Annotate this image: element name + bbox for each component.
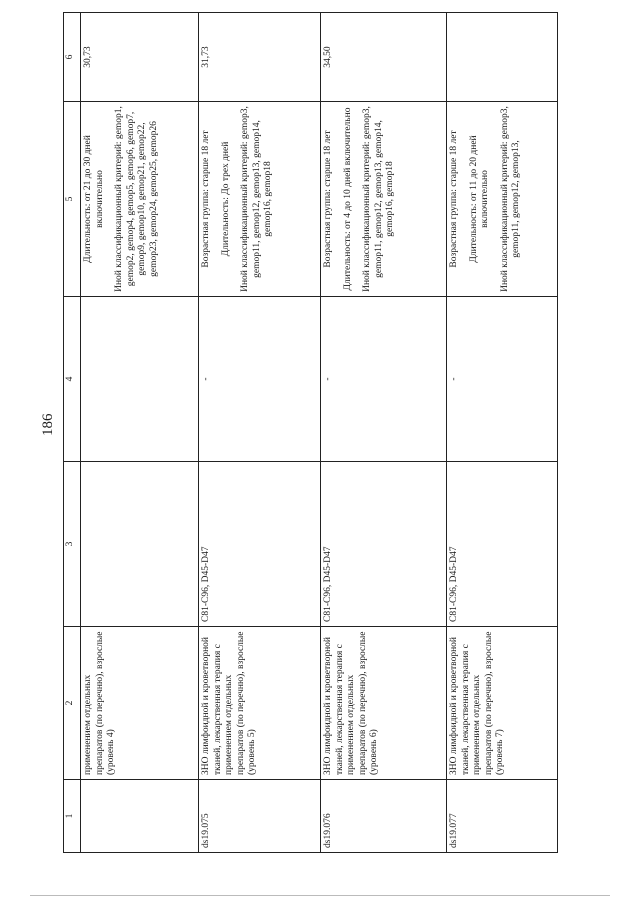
criteria-line: Иной классификационный критерий: gemop3, gemop11, gemop12, gemop13,: [499, 106, 521, 292]
icd-cell: C81-C96, D45-D47: [199, 462, 321, 627]
col4-cell: -: [321, 297, 447, 462]
col4-cell: -: [199, 297, 321, 462]
header-cell-2: 2: [64, 627, 81, 780]
table-row: [199, 13, 321, 853]
page-number: 186: [40, 413, 56, 436]
coef-cell: 34,50: [321, 13, 447, 102]
criteria-line: Иной классификационный критерий: gemop3, gemop11, gemop12, gemop13, gemop14, gemop16, gemop18: [362, 106, 395, 292]
criteria-line: Возрастная группа: старше 18 лет: [323, 130, 333, 268]
code-cell: ds19.077: [447, 780, 558, 853]
criteria-line: Длительность: от 11 до 20 дней включительно: [468, 135, 490, 263]
criteria-line: Длительность: от 21 до 30 дней включительно: [83, 135, 105, 263]
criteria-cell: [447, 102, 558, 297]
code-cell: ds19.076: [321, 780, 447, 853]
criteria-line: Иной классификационный критерий: gemop3, gemop11, gemop12, gemop13, gemop14, gemop16, gemop18: [240, 106, 273, 292]
icd-cell: C81-C96, D45-D47: [321, 462, 447, 627]
criteria-line: Длительность: До трех дней: [220, 141, 231, 257]
criteria-line: Длительность: от 4 до 10 дней включительно: [342, 107, 353, 291]
coef-cell: 30,73: [81, 13, 199, 102]
name-cell: ЗНО лимфоидной и кроветворной тканей, лекарственная терапия с применением отдельных препаратов (по перечню), взрослые (уровень 6): [321, 627, 447, 780]
icd-cell: C81-C96, D45-D47: [447, 462, 558, 627]
criteria-line: Иной классификационный критерий: gemop1, gemop2, gemop4, gemop5, gemop6, gemop7, gemop9, gemop10, gemop21, gemop22, gemop23, gemop24, gemop25, gemop26: [114, 106, 159, 292]
table-row: [81, 13, 199, 853]
code-cell: [81, 780, 199, 853]
table-row: [447, 13, 558, 853]
coef-cell: 31,73: [199, 13, 321, 102]
criteria-line: Возрастная группа: старше 18 лет: [449, 130, 459, 268]
header-cell-4: 4: [64, 297, 81, 462]
criteria-cell: [321, 102, 447, 297]
header-cell-1: 1: [64, 780, 81, 853]
rotated-table-container: [63, 43, 558, 853]
col4-cell: [81, 297, 199, 462]
header-cell-5: 5: [64, 102, 81, 297]
header-row: [64, 13, 81, 853]
name-cell: ЗНО лимфоидной и кроветворной тканей, лекарственная терапия с применением отдельных препаратов (по перечню), взрослые (уровень 5): [199, 627, 321, 780]
coef-cell: [447, 13, 558, 102]
name-cell: применением отдельных препаратов (по перечню), взрослые (уровень 4): [81, 627, 199, 780]
criteria-cell: [81, 102, 199, 297]
tariff-table: [63, 12, 558, 853]
table-row: [321, 13, 447, 853]
code-cell: ds19.075: [199, 780, 321, 853]
criteria-cell: [199, 102, 321, 297]
col4-cell: -: [447, 297, 558, 462]
icd-cell: [81, 462, 199, 627]
name-cell: ЗНО лимфоидной и кроветворной тканей, лекарственная терапия с применением отдельных препаратов (по перечню), взрослые (уровень 7): [447, 627, 558, 780]
criteria-line: Возрастная группа: старше 18 лет: [201, 130, 211, 268]
header-cell-3: 3: [64, 462, 81, 627]
header-cell-6: 6: [64, 13, 81, 102]
scan-edge-line: [30, 895, 610, 896]
